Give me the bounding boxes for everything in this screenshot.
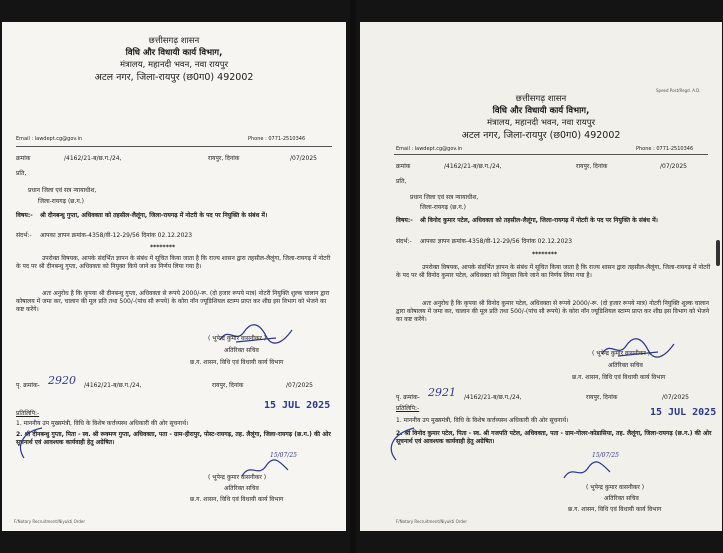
separator-stars: ******** <box>150 244 176 251</box>
ref-city: रायपुर, दिनांक <box>576 163 608 170</box>
prati-label: प्रति, <box>396 178 407 185</box>
addressee-line-2: जिला-रायगढ़ (छ.ग.) <box>420 204 467 211</box>
signatory-title: अतिरिक्त सचिव <box>608 362 643 369</box>
signatory-name: ( भूपेन्द्र कुमार वासनीकर ) <box>208 335 267 342</box>
sandarbh-label: संदर्भ:- <box>16 232 32 239</box>
signatory-department: छ.ग. शासन, विधि एवं विधायी कार्य विभाग <box>190 359 284 366</box>
subject-label: विषय:- <box>396 217 413 224</box>
date-stamp: 15 JUL 2025 <box>264 400 331 411</box>
separator-stars: ******** <box>532 251 558 258</box>
signatory-title-2: अतिरिक्त सचिव <box>604 495 639 502</box>
ref-label: क्रमांक <box>396 163 411 170</box>
header-line-department: विधि और विधायी कार्य विभाग, <box>492 106 590 116</box>
body-paragraph-2: अतः अनुरोध है कि कृपया श्री विनोद कुमार पटेल, अधिवक्ता से रूपये 2000/-रू. (दो हजार रूपये मात्र) नोटरी नियुक्ति शुल्क चालान द्वारा कोषालय में जमा कर, चालान की मूल प्रति तथा 500/-(पांच सौ रूपये) के कोरा नॉन ज्यूडिशियल स्टाम्प प्राप्त कर शीघ्र इस विभाग को भेजने का कष्ट करेंगे। <box>396 300 710 324</box>
scroll-edge-handle <box>716 240 720 266</box>
addressee-line-2: जिला-रायगढ़ (छ.ग.) <box>38 198 85 205</box>
addressee-line-1: प्रधान जिला एवं सत्र न्यायाधीश, <box>410 194 479 201</box>
endorse-prefix: पृ. क्रमांक- <box>396 394 420 401</box>
email-text: Email : lawdept.cg@gov.in <box>396 146 463 152</box>
header-line-office: मंत्रालय, महानदी भवन, नवा रायपुर <box>119 60 229 70</box>
header-rule <box>16 146 332 147</box>
endorse-city: रायपुर, दिनांक <box>586 394 618 401</box>
signatory-department-2: छ.ग. शासन, विधि एवं विधायी कार्य विभाग <box>568 506 662 513</box>
ref-number: /4162/21-ब/छ.ग./24, <box>444 163 502 170</box>
header-line-office: मंत्रालय, महानदी भवन, नवा रायपुर <box>486 118 596 128</box>
subject-text: श्री दीनबन्धु गुप्ता, अधिवक्ता को तहसील-लैलूंगा, जिला-रायगढ़ में नोटरी के पद पर नियुक्ति के संबंध में। <box>40 212 268 219</box>
ref-city: रायपुर, दिनांक <box>208 155 240 162</box>
copy-item-1: 1. माननीय उप मुख्यमंत्री, विधि के विशेष कर्त्तव्यस्थ अधिकारी की ओर सूचनार्थ। <box>396 417 569 424</box>
endorse-prefix: पृ. क्रमांक- <box>16 382 40 389</box>
ref-label: क्रमांक <box>16 155 31 162</box>
copy-item-1: 1. माननीय उप मुख्यमंत्री, विधि के विशेष कर्त्तव्यस्थ अधिकारी की ओर सूचनार्थ। <box>16 420 189 427</box>
signatory-department: छ.ग. शासन, विधि एवं विधायी कार्य विभाग <box>572 374 666 381</box>
sandarbh-text: आपका ज्ञापन क्रमांक-4358/वी-12-29/56 दिनांक 02.12.2023 <box>420 238 573 245</box>
addressee-line-1: प्रधान जिला एवं सत्र न्यायाधीश, <box>28 187 97 194</box>
phone-text: Phone : 0771-2510346 <box>248 136 306 142</box>
body-paragraph-2: अतः अनुरोध है कि कृपया श्री दीनबन्धु गुप्ता, अधिवक्ता से रूपये 2000/-रू. (दो हजार रूपये मात्र) नोटरी नियुक्ति शुल्क चालान द्वारा कोषालय में जमा कर, चालान की मूल प्रति तथा 500/-(पांच सौ रूपये) के कोरा नॉन ज्यूडिशियल स्टाम्प प्राप्त कर शीघ्र इस विभाग को भेजने का कष्ट करेंगे। <box>16 290 330 314</box>
header-line-address: अटल नगर, जिला-रायपुर (छ0ग0) 492002 <box>94 72 254 83</box>
page-gap <box>350 0 356 553</box>
bracket-mark <box>12 426 50 460</box>
copy-item-2: 2. श्री दीनबन्धु गुप्ता, पिता - स्व. श्री रूक्मण गुप्ता, अधिवक्ता, पता - ग्राम-हीरापुर, पोस्ट-रायगढ़, तह. लैलूंगा, जिला-रायगढ़ (छ.ग.) की ओर सूचनार्थ एवं आवश्यक कार्यवाही हेतु अग्रेषित। <box>16 431 331 447</box>
left-letter-page <box>2 22 346 531</box>
endorse-handwritten-number: 2921 <box>428 386 456 399</box>
copy-item-2: 2. श्री विनोद कुमार पटेल, पिता - स्व. श्री गजपति पटेल, अधिवक्ता, पता - ग्राम-गोलर-कोडासिया, तह. लैलूंगा, जिला-रायगढ़ (छ.ग.) की ओर सूचनार्थ एवं आवश्यक कार्यवाही हेतु अग्रेषित। <box>396 430 712 446</box>
signatory-title-2: अतिरिक्त सचिव <box>224 485 259 492</box>
right-letter-page <box>360 22 722 531</box>
pratilipi-label: प्रतिलिपि:- <box>396 405 420 412</box>
phone-text: Phone : 0771-2510346 <box>636 146 694 152</box>
signatory-name-2: ( भूपेन्द्र कुमार वासनीकर ) <box>208 474 267 481</box>
endorse-date: /07/2025 <box>286 382 313 389</box>
endorse-ref: /4162/21-ब/छ.ग./24, <box>464 394 522 401</box>
ref-date: /07/2025 <box>290 155 317 162</box>
sandarbh-text: आपका ज्ञापन क्रमांक-4358/वी-12-29/56 दिनांक 02.12.2023 <box>40 232 193 239</box>
initial-signature <box>562 460 612 482</box>
endorse-city: रायपुर, दिनांक <box>212 382 244 389</box>
endorse-date: /07/2025 <box>662 394 689 401</box>
signature-image <box>598 336 678 362</box>
endorse-handwritten-number: 2920 <box>48 374 76 387</box>
subject-text: श्री विनोद कुमार पटेल, अधिवक्ता को तहसील-लैलूंगा, जिला-रायगढ़ में नोटरी के पद पर नियुक्ति के संबंध में। <box>420 217 658 224</box>
endorse-ref: /4162/21-ब/छ.ग./24, <box>84 382 142 389</box>
sandarbh-label: संदर्भ:- <box>396 238 412 245</box>
date-stamp: 15 JUL 2025 <box>650 407 717 418</box>
signatory-title: अतिरिक्त सचिव <box>224 347 259 354</box>
header-line-department: विधि और विधायी कार्य विभाग, <box>125 48 223 58</box>
header-line-address: अटल नगर, जिला-रायपुर (छ0ग0) 492002 <box>461 130 621 141</box>
email-text: Email : lawdept.cg@gov.in <box>16 136 83 142</box>
header-line-state: छत्तीसगढ़ शासन <box>515 94 567 104</box>
ref-number: /4162/21-ब/छ.ग./24, <box>64 155 122 162</box>
initial-date: 15/07/25 <box>270 452 297 459</box>
footer-file-ref: F/Notary Recruitment/Niyukti Order <box>14 519 85 524</box>
signatory-name-2: ( भूपेन्द्र कुमार वासनीकर ) <box>586 484 645 491</box>
subject-label: विषय:- <box>16 212 33 219</box>
initial-date: 15/07/25 <box>592 452 619 459</box>
body-paragraph-1: उपरोक्त विषयक, आपके संदर्भित ज्ञापन के संबंध में सूचित किया जाता है कि राज्य शासन द्वारा तहसील-लैलूंगा, जिला-रायगढ़ में नोटरी के पद पर श्री दीनबन्धु गुप्ता, अधिवक्ता को नियुक्त किये जाने का निर्णय लिया गया है। <box>16 255 331 271</box>
footer-file-ref: F/Notary Recruitment/Niyukti Order <box>396 519 467 524</box>
speed-post-label: Speed Post/Regd. A.D. <box>656 88 701 93</box>
header-line-state: छत्तीसगढ़ शासन <box>148 36 200 46</box>
signatory-department-2: छ.ग. शासन, विधि एवं विधायी कार्य विभाग <box>190 496 284 503</box>
header-rule <box>394 154 708 155</box>
ref-date: /07/2025 <box>660 163 687 170</box>
pratilipi-label: प्रतिलिपि:- <box>16 410 40 417</box>
body-paragraph-1: उपरोक्त विषयक, आपके संदर्भित ज्ञापन के संबंध में सूचित किया जाता है कि राज्य शासन द्वारा तहसील-लैलूंगा, जिला-रायगढ़ में नोटरी के पद पर श्री विनोद कुमार पटेल, अधिवक्ता को नियुक्त किये जाने का निर्णय लिया गया है। <box>396 264 711 280</box>
bracket-mark <box>382 426 420 462</box>
signatory-name: ( भूपेन्द्र कुमार वासनीकर ) <box>592 350 651 357</box>
prati-label: प्रति, <box>16 170 27 177</box>
